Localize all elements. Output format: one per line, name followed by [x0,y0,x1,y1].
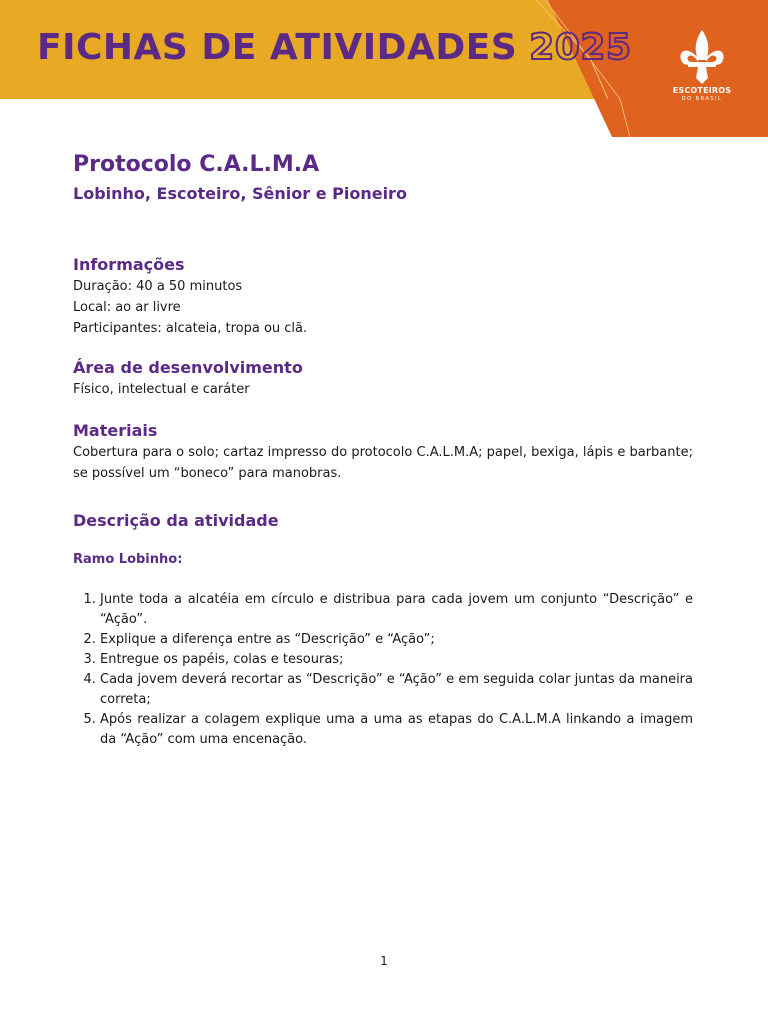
document-body [73,150,693,750]
document-title: Protocolo C.A.L.M.A [73,152,320,177]
ramo-lobinho-label: Ramo Lobinho: [73,552,183,567]
banner-title [37,27,632,68]
fleur-de-lis-icon [664,28,740,86]
banner-year: 2025 [529,27,632,68]
header-banner [0,0,768,137]
banner-background [0,0,768,137]
list-item: 4. Cada jovem deverá recortar as “Descrição” e “Ação” e em seguida colar juntas da maneira correta; [100,670,693,710]
section-informacoes-heading: Informações [73,255,185,274]
page-number: 1 [380,954,388,968]
info-duracao: Duração: 40 a 50 minutos [73,279,243,294]
list-item: 3. Entregue os papéis, colas e tesouras; [100,650,693,670]
section-area-heading: Área de desenvolvimento [73,358,303,377]
logo-subtext: DO BRASIL [681,96,723,102]
section-descricao-heading: Descrição da atividade [73,511,279,530]
list-item: 1. Junte toda a alcatéia em círculo e distribua para cada jovem um conjunto “Descrição” e “Ação”. [100,590,693,630]
scouts-logo [664,28,740,108]
list-item: 2. Explique a diferença entre as “Descrição” e “Ação”; [100,630,693,650]
logo-text: ESCOTEIROS [672,86,732,95]
area-text: Físico, intelectual e caráter [73,382,250,397]
info-participantes: Participantes: alcateia, tropa ou clã. [73,321,308,336]
info-local: Local: ao ar livre [73,300,181,315]
list-item: 5. Após realizar a colagem explique uma a uma as etapas do C.A.L.M.A linkando a imagem da “Ação” com uma encenação. [100,710,693,750]
section-materiais-heading: Materiais [73,421,158,440]
document-subtitle: Lobinho, Escoteiro, Sênior e Pioneiro [73,184,407,203]
banner-title-text: FICHAS DE ATIVIDADES [37,27,518,68]
materiais-text: Cobertura para o solo; cartaz impresso do protocolo C.A.L.M.A; papel, bexiga, lápis e barbante; se possível um “boneco” para manobras. [73,445,693,481]
activity-steps-list [73,590,693,750]
